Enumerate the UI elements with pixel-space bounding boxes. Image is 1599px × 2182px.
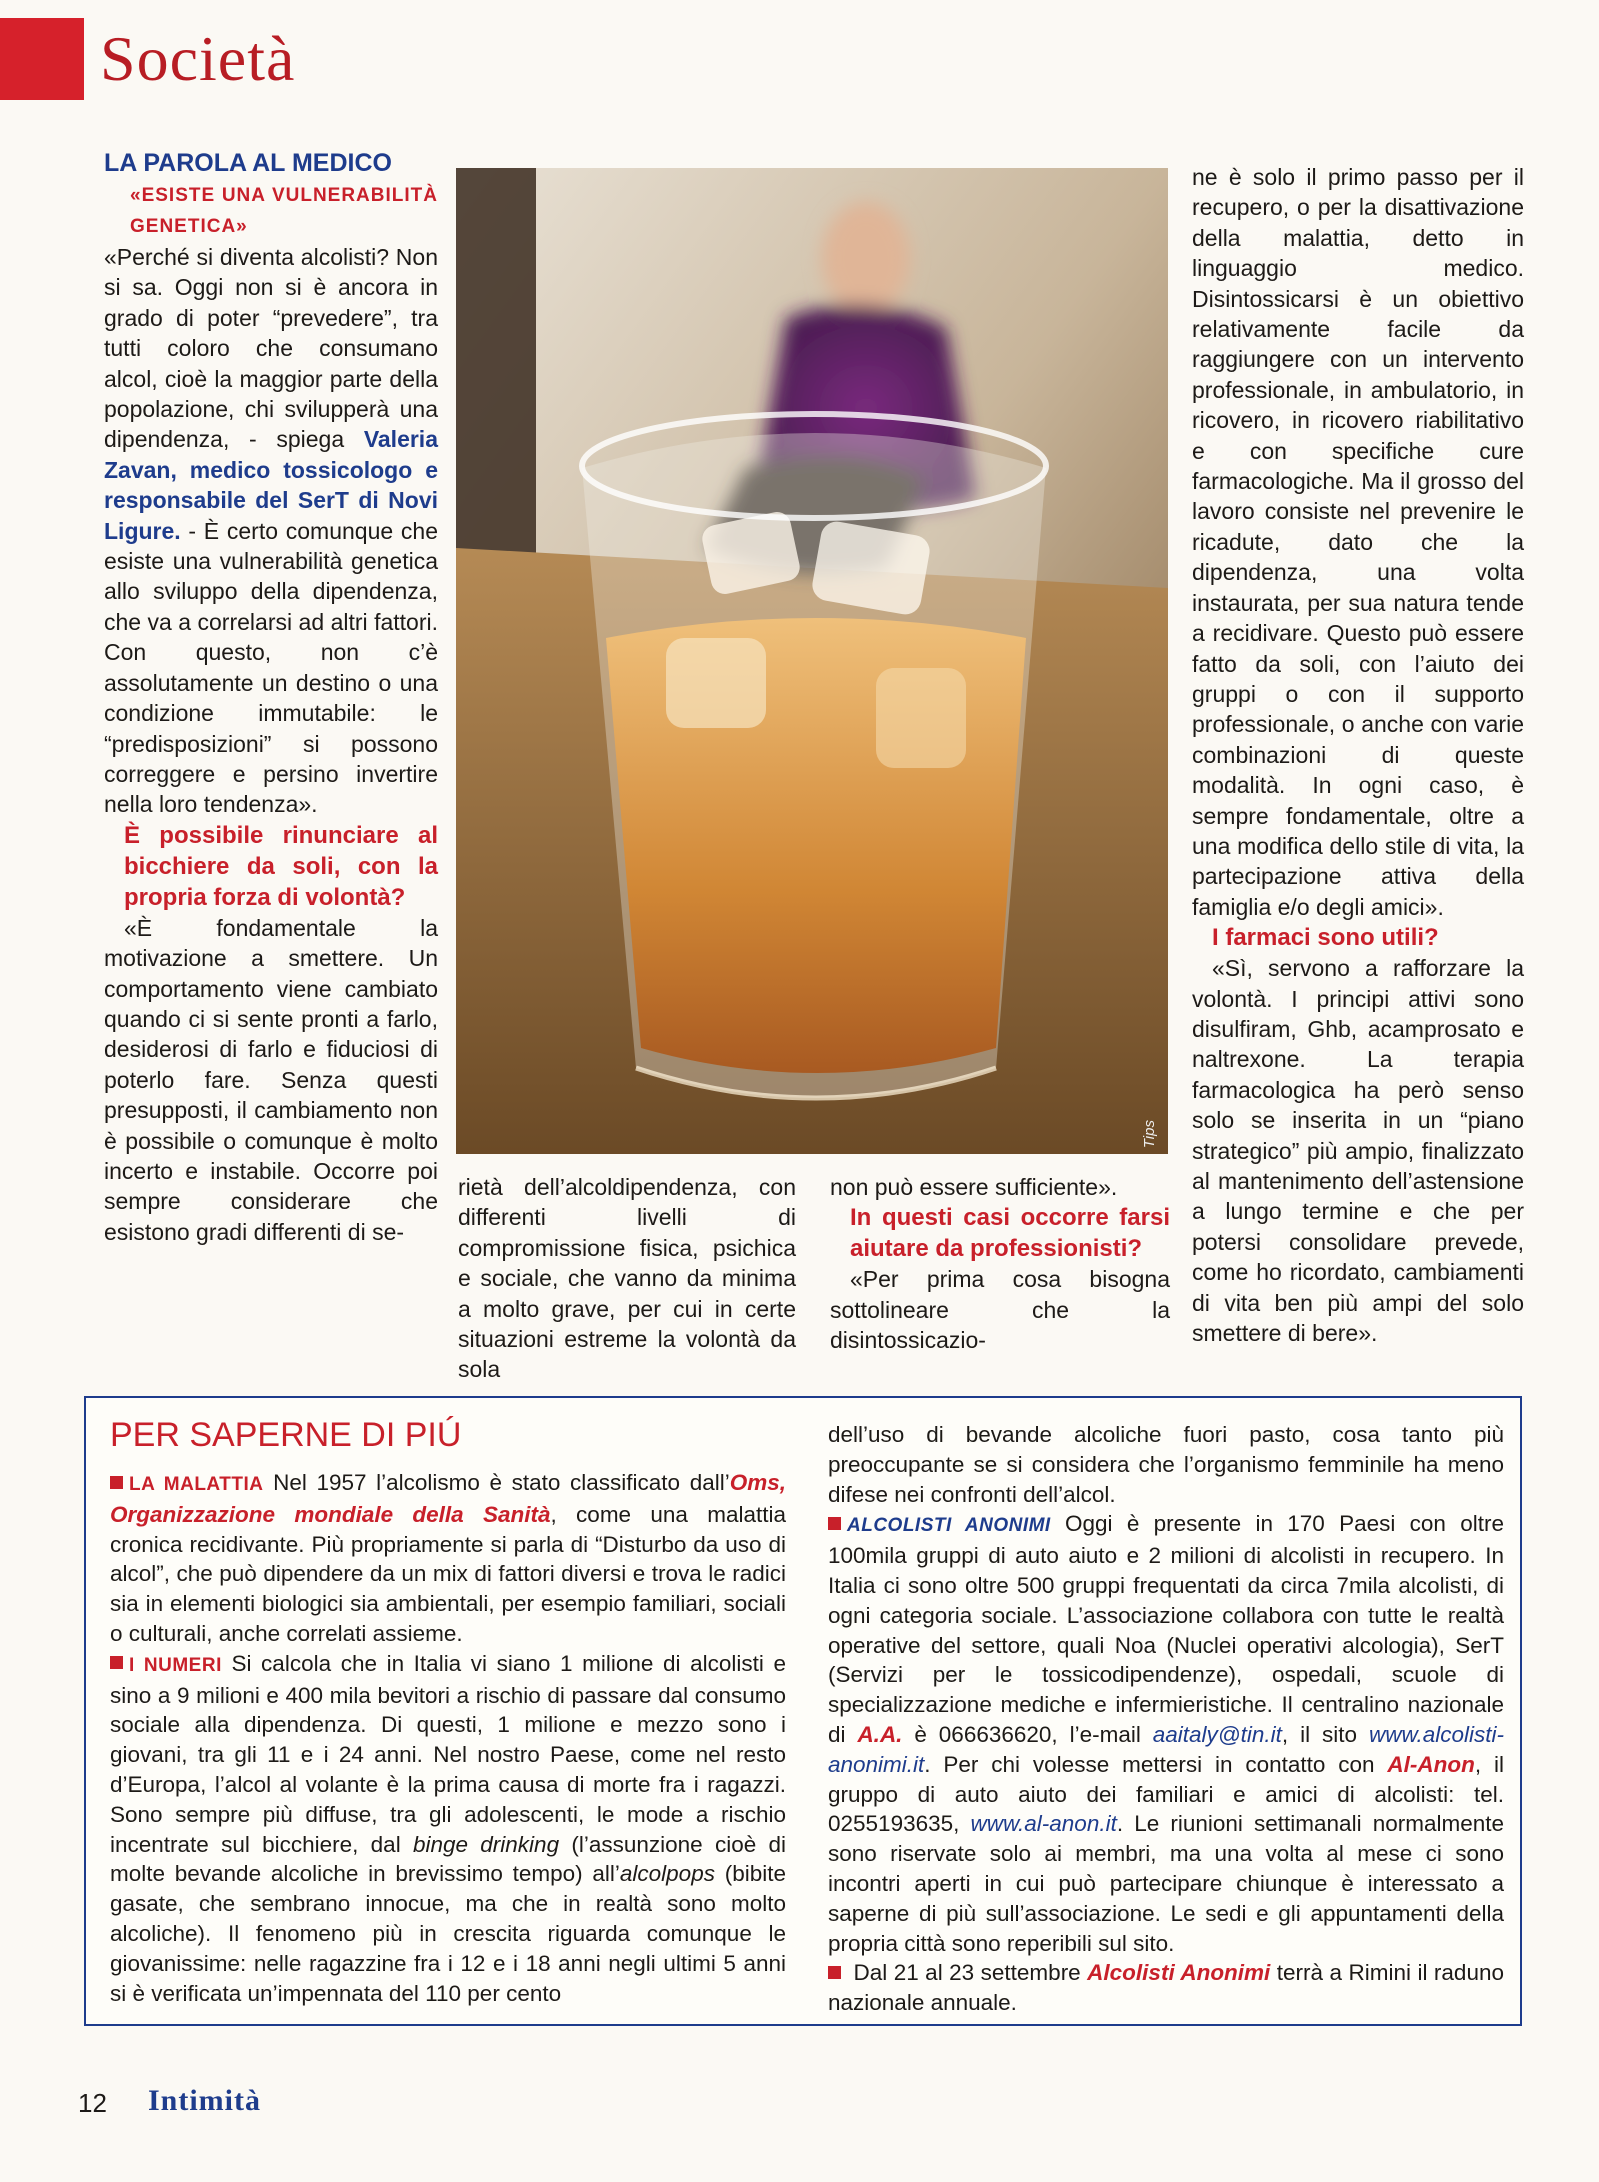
info-box-left-column xyxy=(110,1468,786,2008)
box-heading: LA PAROLA AL MEDICO xyxy=(104,149,392,177)
info-box xyxy=(84,1396,1522,2026)
org-name: Alcolisti Anonimi xyxy=(1087,1960,1271,1986)
info-section-raduno xyxy=(828,1958,1504,2018)
paragraph: ne è solo il primo passo per il recupero, o per la disattivazione della malattia, detto in linguaggio medico. Disintossicarsi è un obiettivo relativamente facile da raggiungere con un intervento professionale, in ambulatorio, in ricovero, in ricovero riabilitativo e con specifiche cure farmacologiche. Ma il grosso del lavoro consiste nel prevenire le ricadute, dato che la dipendenza, una volta instaurata, per sua natura tende a recidivare. Questo può essere fatto da soli, con l’aiuto dei gruppi o con il supporto professionale, o anche con varie combinazioni di queste modalità. In ogni caso, è sempre fondamentale, oltre a una modifica dello stile di vita, la partecipazione attiva della famiglia e/o degli amici». xyxy=(1192,164,1524,920)
section-title: Società xyxy=(100,23,296,94)
photo-glass-illustration xyxy=(456,168,1168,1154)
text-run: . Le riunioni settimanali normalmente sono riservate solo ai membri, ma una volta al mese ci sono incontri aperti in cui può partecipare chiunque è interessato a saperne di più sull’associazione. Le sedi e gli appuntamenti della propria città sono reperibili sul sito. xyxy=(828,1811,1504,1956)
text-run: (bibite gasate, che sembrano innocue, ma che in realtà sono molto alcoliche). Il fenomeno più in crescita riguarda comunque le giovanissime: nelle ragazzine fra i 12 e i 18 anni negli ultimi 5 anni si è verificata un’impennata del 110 per cento xyxy=(110,1861,786,2006)
email-link[interactable]: aaitaly@tin.it xyxy=(1152,1721,1282,1747)
paragraph: «È fondamentale la motivazione a smettere. Un comportamento viene cambiato quando ci si sente pronti a farlo, desiderosi di farlo e fiduciosi di poterlo fare. Senza questi presupposti, il cambiamento non è possibile o comunque è molto incerto e instabile. Occorre poi sempre considerare che esistono gradi differenti di se- xyxy=(104,914,438,1245)
text-run: . Per chi volesse mettersi in contatto con xyxy=(924,1751,1388,1777)
info-section-aa xyxy=(828,1509,1504,1958)
article-column-1 xyxy=(104,146,438,1247)
text-run: terrà a Rimini il raduno nazionale annuale. xyxy=(828,1960,1504,2016)
text-run: - È certo comunque che esiste una vulnerabilità genetica allo sviluppo della dipendenza, che va a correlarsi ad altri fattori. Con questo, non c’è assolutamente un destino o una condizione immutabile: le “predisposizioni” si possono correggere e persino invertire nella loro tendenza». xyxy=(104,517,438,818)
glass xyxy=(582,414,1046,1098)
article-column-4 xyxy=(1192,162,1524,1348)
section-label: LA MALATTIA xyxy=(129,1474,264,1495)
paragraph: dell’uso di bevande alcoliche fuori pasto, cosa tanto più preoccupante se si considera che l’organismo femminile ha meno difese nei confronti dell’alcol. xyxy=(828,1422,1504,1507)
page-number: 12 xyxy=(78,2088,107,2118)
article-column-3 xyxy=(830,1172,1170,1356)
square-bullet-icon xyxy=(110,1476,123,1489)
paragraph: «Per prima cosa bisogna sottolineare che la disintossicazio- xyxy=(830,1266,1170,1354)
info-section-numeri xyxy=(110,1649,786,2009)
text-run: (l’assunzione cioè di molte bevande alcoliche in brevissimo tempo) all’ xyxy=(110,1831,786,1887)
website-link[interactable]: www.alcolisti-anonimi.it xyxy=(828,1721,1504,1777)
article-photo xyxy=(456,168,1168,1154)
question: I farmaci sono utili? xyxy=(1212,924,1439,952)
text-run: , il sito xyxy=(1281,1721,1369,1747)
org-abbrev: A.A. xyxy=(857,1721,903,1747)
text-run: , come una malattia cronica recidivante. Più propriamente si parla di “Disturbo da uso di alcol”, che può dipendere da un mix di fattori diversi e trova le radici sia in elementi biologici sia ambientali, per esempio familiari, sociali o culturali, anche correlati assieme. xyxy=(110,1501,786,1646)
question: In questi casi occorre farsi aiutare da professionisti? xyxy=(850,1204,1170,1263)
square-bullet-icon xyxy=(828,1966,841,1979)
text-run: «Perché si diventa alcolisti? Non si sa. Oggi non si è ancora in grado di poter “prevedere”, tra tutti coloro che consumano alcol, cioè la maggior parte della popolazione, chi svilupperà una dipendenza, - spiega xyxy=(104,244,438,453)
paragraph: rietà dell’alcoldipendenza, con differenti livelli di compromissione fisica, psichica e sociale, che vanno da minima a molto grave, per cui in certe situazioni estreme la volontà da sola xyxy=(458,1174,796,1383)
text-run: è 066636620, l’e-mail xyxy=(902,1721,1153,1747)
square-bullet-icon xyxy=(110,1656,123,1669)
section-label: ALCOLISTI ANONIMI xyxy=(847,1515,1051,1537)
info-box-title: PER SAPERNE DI PIÚ xyxy=(110,1416,462,1454)
website-link[interactable]: www.al-anon.it xyxy=(970,1811,1117,1837)
question: È possibile rinunciare al bicchiere da soli, con la propria forza di volontà? xyxy=(124,821,438,911)
magazine-name: Intimità xyxy=(148,2084,261,2117)
term: binge drinking xyxy=(412,1831,560,1857)
paragraph: «Sì, servono a rafforzare la volontà. I principi attivi sono disulfiram, Ghb, acamprosato e naltrexone. La terapia farmacologica ha però senso solo se inserita in un “piano strategico” più ampio, finalizzato al mantenimento dell’astensione a lungo termine e che per potersi consolidare prevede, come ho ricordato, cambiamenti di vita ben più ampi del solo smettere di bere». xyxy=(1192,955,1524,1347)
paragraph xyxy=(104,242,438,820)
text-run: Oggi è presente in 170 Paesi con oltre 100mila gruppi di auto aiuto e 2 milioni di alcolisti in recupero. In Italia ci sono oltre 500 gruppi frequentati da circa 7mila alcolisti, di ogni categoria sociale. L’associazione collabora con tutte le realtà operative del settore, quali Noa (Nuclei operativi alcologia), SerT (Servizi per le tossicodipendenze), ospedali, scuole di specializzazione mediche e infermieristiche. Il centralino nazionale di xyxy=(828,1511,1505,1747)
term: alcolpops xyxy=(619,1861,715,1887)
subheading: «ESISTE UNA VULNERABILITÀ GENETICA» xyxy=(130,185,438,237)
section-label: I NUMERI xyxy=(129,1654,222,1676)
info-section-malattia xyxy=(110,1468,786,1649)
photo-credit: Tips xyxy=(1141,1120,1158,1149)
text-run: Dal 21 al 23 settembre xyxy=(847,1960,1088,1986)
text-run: Si calcola che in Italia vi siano 1 milione di alcolisti e sino a 9 milioni e 400 mila bevitori a rischio di passare dal consumo sociale alla dipendenza. Di questi, 1 milione e mezzo sono i giovani, tra gli 11 e i 24 anni. Nel nostro Paese, come nel resto d’Europa, l’alcol al volante è la prima causa di morte fra i ragazzi. Sono sempre più diffuse, tra gli adolescenti, le mode a rischio incentrate sul bicchiere, dal xyxy=(110,1650,787,1857)
org-name: Al-Anon xyxy=(1387,1751,1475,1777)
section-color-tab xyxy=(0,18,84,100)
square-bullet-icon xyxy=(828,1517,841,1530)
org-name: Oms, Organizzazione mondiale della Sanità xyxy=(110,1470,786,1527)
text-run: , il gruppo di auto aiuto dei familiari e amici di alcolisti: tel. 0255193635, xyxy=(828,1751,1505,1837)
article-column-2 xyxy=(458,1172,796,1385)
paragraph: non può essere sufficiente». xyxy=(830,1174,1118,1200)
info-box-right-column xyxy=(828,1420,1504,2018)
text-run: Nel 1957 l’alcolismo è stato classificato dall’ xyxy=(263,1470,730,1495)
expert-name: Valeria Zavan, medico tossicologo e responsabile del SerT di Novi Ligure. xyxy=(104,426,438,544)
